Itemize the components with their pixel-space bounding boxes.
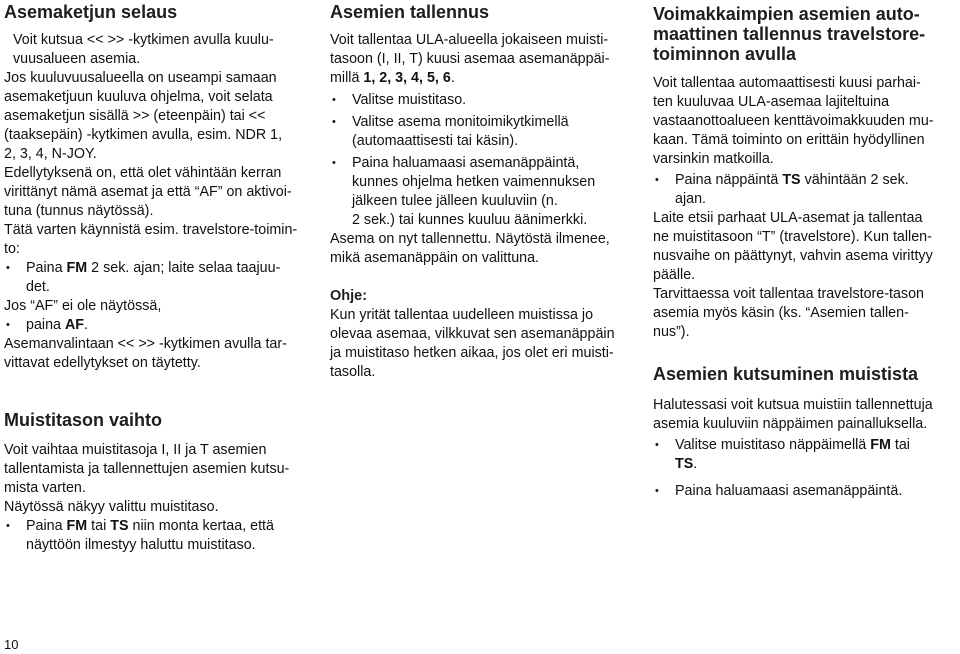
- text-line: (automaattisesti tai käsin).: [352, 133, 519, 149]
- text-line: vittavat edellytykset on täytetty.: [4, 355, 201, 371]
- key-label: TS: [675, 456, 694, 472]
- text-line: ja muistitaso hetken aikaa, jos olet eri muisti-: [330, 345, 614, 361]
- text-line: varsinkin matkoilla.: [653, 151, 774, 167]
- list-item: [653, 171, 957, 209]
- text-run: vähintään 2 sek.: [800, 172, 909, 188]
- text-line: Asema on nyt tallennettu. Näytöstä ilmenee,: [330, 231, 610, 247]
- text-run: tai: [890, 437, 910, 453]
- text-line: jälkeen tulee jälleen kuuluviin (n.: [352, 193, 558, 209]
- paragraph-intro: [4, 31, 312, 69]
- list-item: • Paina haluamaasi asemanäppäintä.: [653, 482, 957, 501]
- bullet-list: [330, 91, 636, 230]
- section-title-asemaketjun-selaus: Asemaketjun selaus: [4, 2, 178, 22]
- key-label: FM: [870, 437, 891, 453]
- section-title-asemien-tallennus: Asemien tallennus: [330, 2, 490, 22]
- text-run: 2 sek. ajan; laite selaa taajuu-: [87, 260, 281, 276]
- text-run: millä: [330, 70, 364, 86]
- text-line: mikä asemanäppäin on valittuna.: [330, 250, 540, 266]
- section-title-travelstore: [653, 4, 957, 64]
- text-line: kaan. Tämä toiminto on erittäin hyödyllinen: [653, 132, 925, 148]
- text-run: Valitse muistitaso näppäimellä: [675, 437, 871, 453]
- list-item: [4, 316, 312, 335]
- text-line: det.: [26, 279, 50, 295]
- key-label: TS: [110, 518, 129, 534]
- bullet-list: [653, 436, 957, 501]
- key-label: AF: [64, 317, 85, 333]
- paragraph-chain: [4, 69, 312, 164]
- text-line: Edellytyksenä on, että olet vähintään kerran: [4, 165, 282, 181]
- list-item: [4, 259, 312, 297]
- bullet-list: [653, 171, 957, 209]
- text-run: paina: [26, 317, 65, 333]
- text-line: näyttöön ilmestyy haluttu muistitaso.: [26, 537, 256, 553]
- bullet-list: [4, 316, 312, 335]
- text-line: päälle.: [653, 267, 696, 283]
- title-line: maattinen tallennus travelstore-: [653, 24, 926, 44]
- text-run: Paina: [26, 260, 67, 276]
- list-item: [330, 154, 636, 230]
- text-line: nusvaihe on päättynyt, vahvin asema virittyy: [653, 248, 933, 264]
- key-label: FM: [66, 260, 88, 276]
- text-line: tasoon (I, II, T) kuusi asemaa asemanäppäi-: [330, 51, 610, 67]
- key-label: FM: [66, 518, 88, 534]
- text-line: kunnes ohjelma hetken vaimennuksen: [352, 174, 596, 190]
- text-line: Asemanvalintaan << >> -kytkimen avulla tar-: [4, 336, 287, 352]
- text-line: asemia myös käsin (ks. “Asemien tallen-: [653, 305, 909, 321]
- text-line: Valitse asema monitoimikytkimellä: [352, 114, 569, 130]
- text-line: Kun yrität tallentaa uudelleen muistissa jo: [330, 307, 594, 323]
- text-run: .: [693, 456, 698, 472]
- text-line: asemia kuuluviin näppäimen painalluksella.: [653, 416, 928, 432]
- text-run: niin monta kertaa, että: [128, 518, 274, 534]
- text-line: olevaa asemaa, vilkkuvat sen asemanäppäin: [330, 326, 615, 342]
- column-right: [653, 0, 957, 501]
- bullet-list: [4, 259, 312, 297]
- text-line: (taaksepäin) -kytkimen avulla, esim. NDR 1,: [4, 127, 283, 143]
- text-line: ajan.: [675, 191, 707, 207]
- paragraph-travelstore: [4, 221, 312, 259]
- paragraph-memory-levels: [4, 441, 312, 498]
- text-line: Halutessasi voit kutsua muistiin tallennettuja: [653, 397, 933, 413]
- paragraph-recall: [653, 396, 957, 434]
- text-line: tasolla.: [330, 364, 376, 380]
- text-line: nus”).: [653, 324, 690, 340]
- text-line: tuna (tunnus näytössä).: [4, 203, 154, 219]
- paragraph-af: Jos “AF” ei ole näytössä,: [4, 298, 162, 314]
- text-line: Tarvittaessa voit tallentaa travelstore-tason: [653, 286, 924, 302]
- bullet-list: [4, 517, 312, 555]
- text-line: Voit kutsua << >> -kytkimen avulla kuulu-: [13, 32, 274, 48]
- column-left: [4, 0, 312, 555]
- paragraph-condition: [4, 164, 312, 221]
- text-line: ne muistitasoon “T” (travelstore). Kun tallen-: [653, 229, 932, 245]
- text-line: tallentamista ja tallennettujen asemien kutsu-: [4, 461, 290, 477]
- text-line: virittänyt nämä asemat ja että “AF” on aktivoi-: [4, 184, 292, 200]
- text-run: .: [450, 70, 455, 86]
- text-line: asemaketjuun kuuluva ohjelma, voit selata: [4, 89, 273, 105]
- text-line: 2 sek.) tai kunnes kuuluu äänimerkki.: [352, 212, 588, 228]
- text-line: Paina haluamaasi asemanäppäintä,: [352, 155, 580, 171]
- text-run: .: [84, 317, 89, 333]
- paragraph-search: [653, 209, 957, 285]
- title-line: toiminnon avulla: [653, 44, 797, 64]
- column-middle: [330, 0, 636, 382]
- paragraph-fulfilled: [4, 335, 312, 373]
- text-line: Laite etsii parhaat ULA-asemat ja tallentaa: [653, 210, 923, 226]
- list-item: • Valitse muistitaso.: [330, 91, 636, 110]
- text-line: Jos kuuluvuusalueella on useampi samaan: [4, 70, 277, 86]
- section-title-muistitason-vaihto: Muistitason vaihto: [4, 410, 163, 430]
- text-line: mista varten.: [4, 480, 86, 496]
- text-line: Tätä varten käynnistä esim. travelstore-toimin-: [4, 222, 298, 238]
- list-item: [4, 517, 312, 555]
- paragraph-manual: [653, 285, 957, 342]
- list-item: [330, 113, 636, 151]
- list-item: [653, 436, 957, 474]
- note-title: Ohje:: [330, 288, 368, 304]
- text-line: to:: [4, 241, 20, 257]
- section-title-recall: Asemien kutsuminen muistista: [653, 364, 919, 384]
- text-run: Paina näppäintä: [675, 172, 783, 188]
- paragraph-display: Näytössä näkyy valittu muistitaso.: [4, 499, 219, 515]
- text-line: Voit tallentaa ULA-alueella jokaiseen muisti-: [330, 32, 609, 48]
- text-line: vuusalueen asemia.: [13, 51, 141, 67]
- text-line: ten kuuluvaa ULA-asemaa lajiteltuina: [653, 94, 890, 110]
- text-line: vastaanottoalueen kenttävoimakkuuden mu-: [653, 113, 934, 129]
- title-line: Voimakkaimpien asemien auto-: [653, 4, 920, 24]
- paragraph-note: [330, 306, 636, 382]
- text-run: Paina: [26, 518, 67, 534]
- text-line: 2, 3, 4, N-JOY.: [4, 146, 97, 162]
- text-run: tai: [87, 518, 111, 534]
- key-label: TS: [782, 172, 801, 188]
- text-line: Voit tallentaa automaattisesti kuusi parhai-: [653, 75, 921, 91]
- text-line: Voit vaihtaa muistitasoja I, II ja T asemien: [4, 442, 267, 458]
- paragraph-store-intro: [330, 31, 636, 88]
- key-label: 1, 2, 3, 4, 5, 6: [363, 70, 451, 86]
- paragraph-stored: [330, 230, 636, 268]
- page-number: 10: [4, 637, 19, 652]
- text-line: asemaketjun sisällä >> (eteenpäin) tai <<: [4, 108, 266, 124]
- paragraph-auto-store: [653, 74, 957, 169]
